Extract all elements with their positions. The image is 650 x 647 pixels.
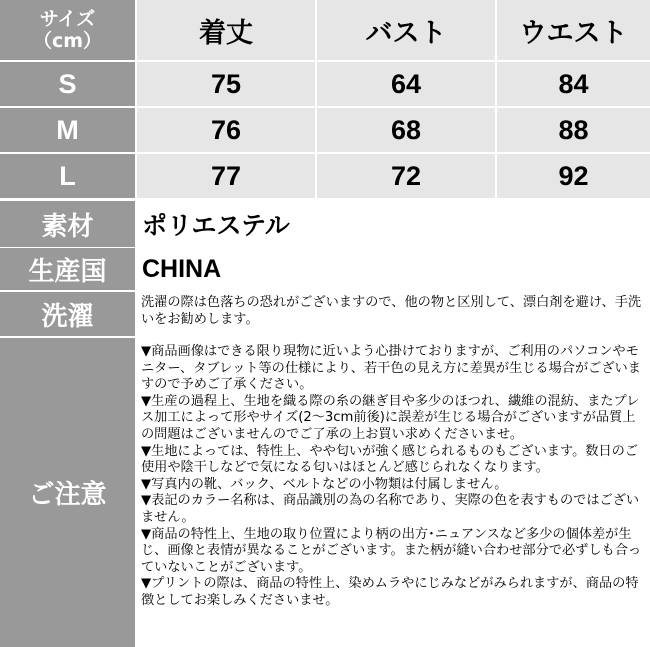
note-item: ▼写真内の靴、バック、ベルトなどの小物類は付属しません。 <box>141 476 508 492</box>
note-item: ▼表記のカラー名称は、商品識別の為の名称であり、実際の色を表すものではございません。 <box>141 493 640 525</box>
notes-label: ご注意 <box>0 338 135 647</box>
note-item: ▼プリントの際は、商品の特性上、染めムラやにじみなどがみられますが、商品の特徴としてお楽しみくださいませ。 <box>141 576 639 608</box>
column-header-waist: ウエスト <box>497 0 650 60</box>
material-label: 素材 <box>0 201 135 247</box>
note-item: ▼生産の過程上、生地を織る際の糸の継ぎ目や多少のほつれ、繊維の混紡、またプレス加工によって形やサイズ(2〜3cm前後)に誤差が生じる場合がございますが品質上の問題はございませんのでご了承の上お買い求めくださいませ。 <box>141 393 640 442</box>
size-m-length: 76 <box>137 108 315 152</box>
size-m-label: M <box>0 108 135 152</box>
size-s-bust: 64 <box>317 62 495 106</box>
washing-label: 洗濯 <box>0 292 135 336</box>
size-l-label: L <box>0 154 135 198</box>
size-l-length: 77 <box>137 154 315 198</box>
size-l-bust: 72 <box>317 154 495 198</box>
size-unit-header <box>0 0 135 60</box>
size-m-bust: 68 <box>317 108 495 152</box>
washing-value <box>137 292 650 336</box>
size-s-length: 75 <box>137 62 315 106</box>
size-m-waist: 88 <box>497 108 650 152</box>
size-label: サイズ <box>39 8 96 30</box>
size-s-label: S <box>0 62 135 106</box>
column-header-bust: バスト <box>317 0 495 60</box>
notes-content <box>137 338 650 647</box>
size-l-waist: 92 <box>497 154 650 198</box>
size-s-waist: 84 <box>497 62 650 106</box>
washing-text: 洗濯の際は色落ちの恐れがございますので、他の物と区別して、漂白剤を避け、手洗いをお勧めします。 <box>141 295 642 327</box>
material-value: ポリエステル <box>142 211 290 240</box>
origin-value: CHINA <box>142 254 222 283</box>
unit-label: （cm） <box>32 30 103 52</box>
note-item: ▼商品の特性上、生地の取り位置により柄の出方･ニュアンスなど多少の個体差が生じ、画像と表情が異なることがございます。また柄が縫い合わせ部分で必ずしも合っていないことがございます。 <box>141 526 642 575</box>
note-item: ▼生地によっては、特性上、やや匂いが強く感じられるものもございます。数日のご使用や陰干しなどで気になる匂いはほとんど感じられなくなります。 <box>141 443 639 476</box>
origin-label: 生産国 <box>0 248 135 290</box>
note-item: ▼商品画像はできる限り現物に近いよう心掛けておりますが、ご利用のパソコンやモニター、タブレット等の仕様により、若干色の見え方に差異が生じる場合がございますので予めご了承ください。 <box>141 344 641 393</box>
column-header-length: 着丈 <box>137 0 315 60</box>
